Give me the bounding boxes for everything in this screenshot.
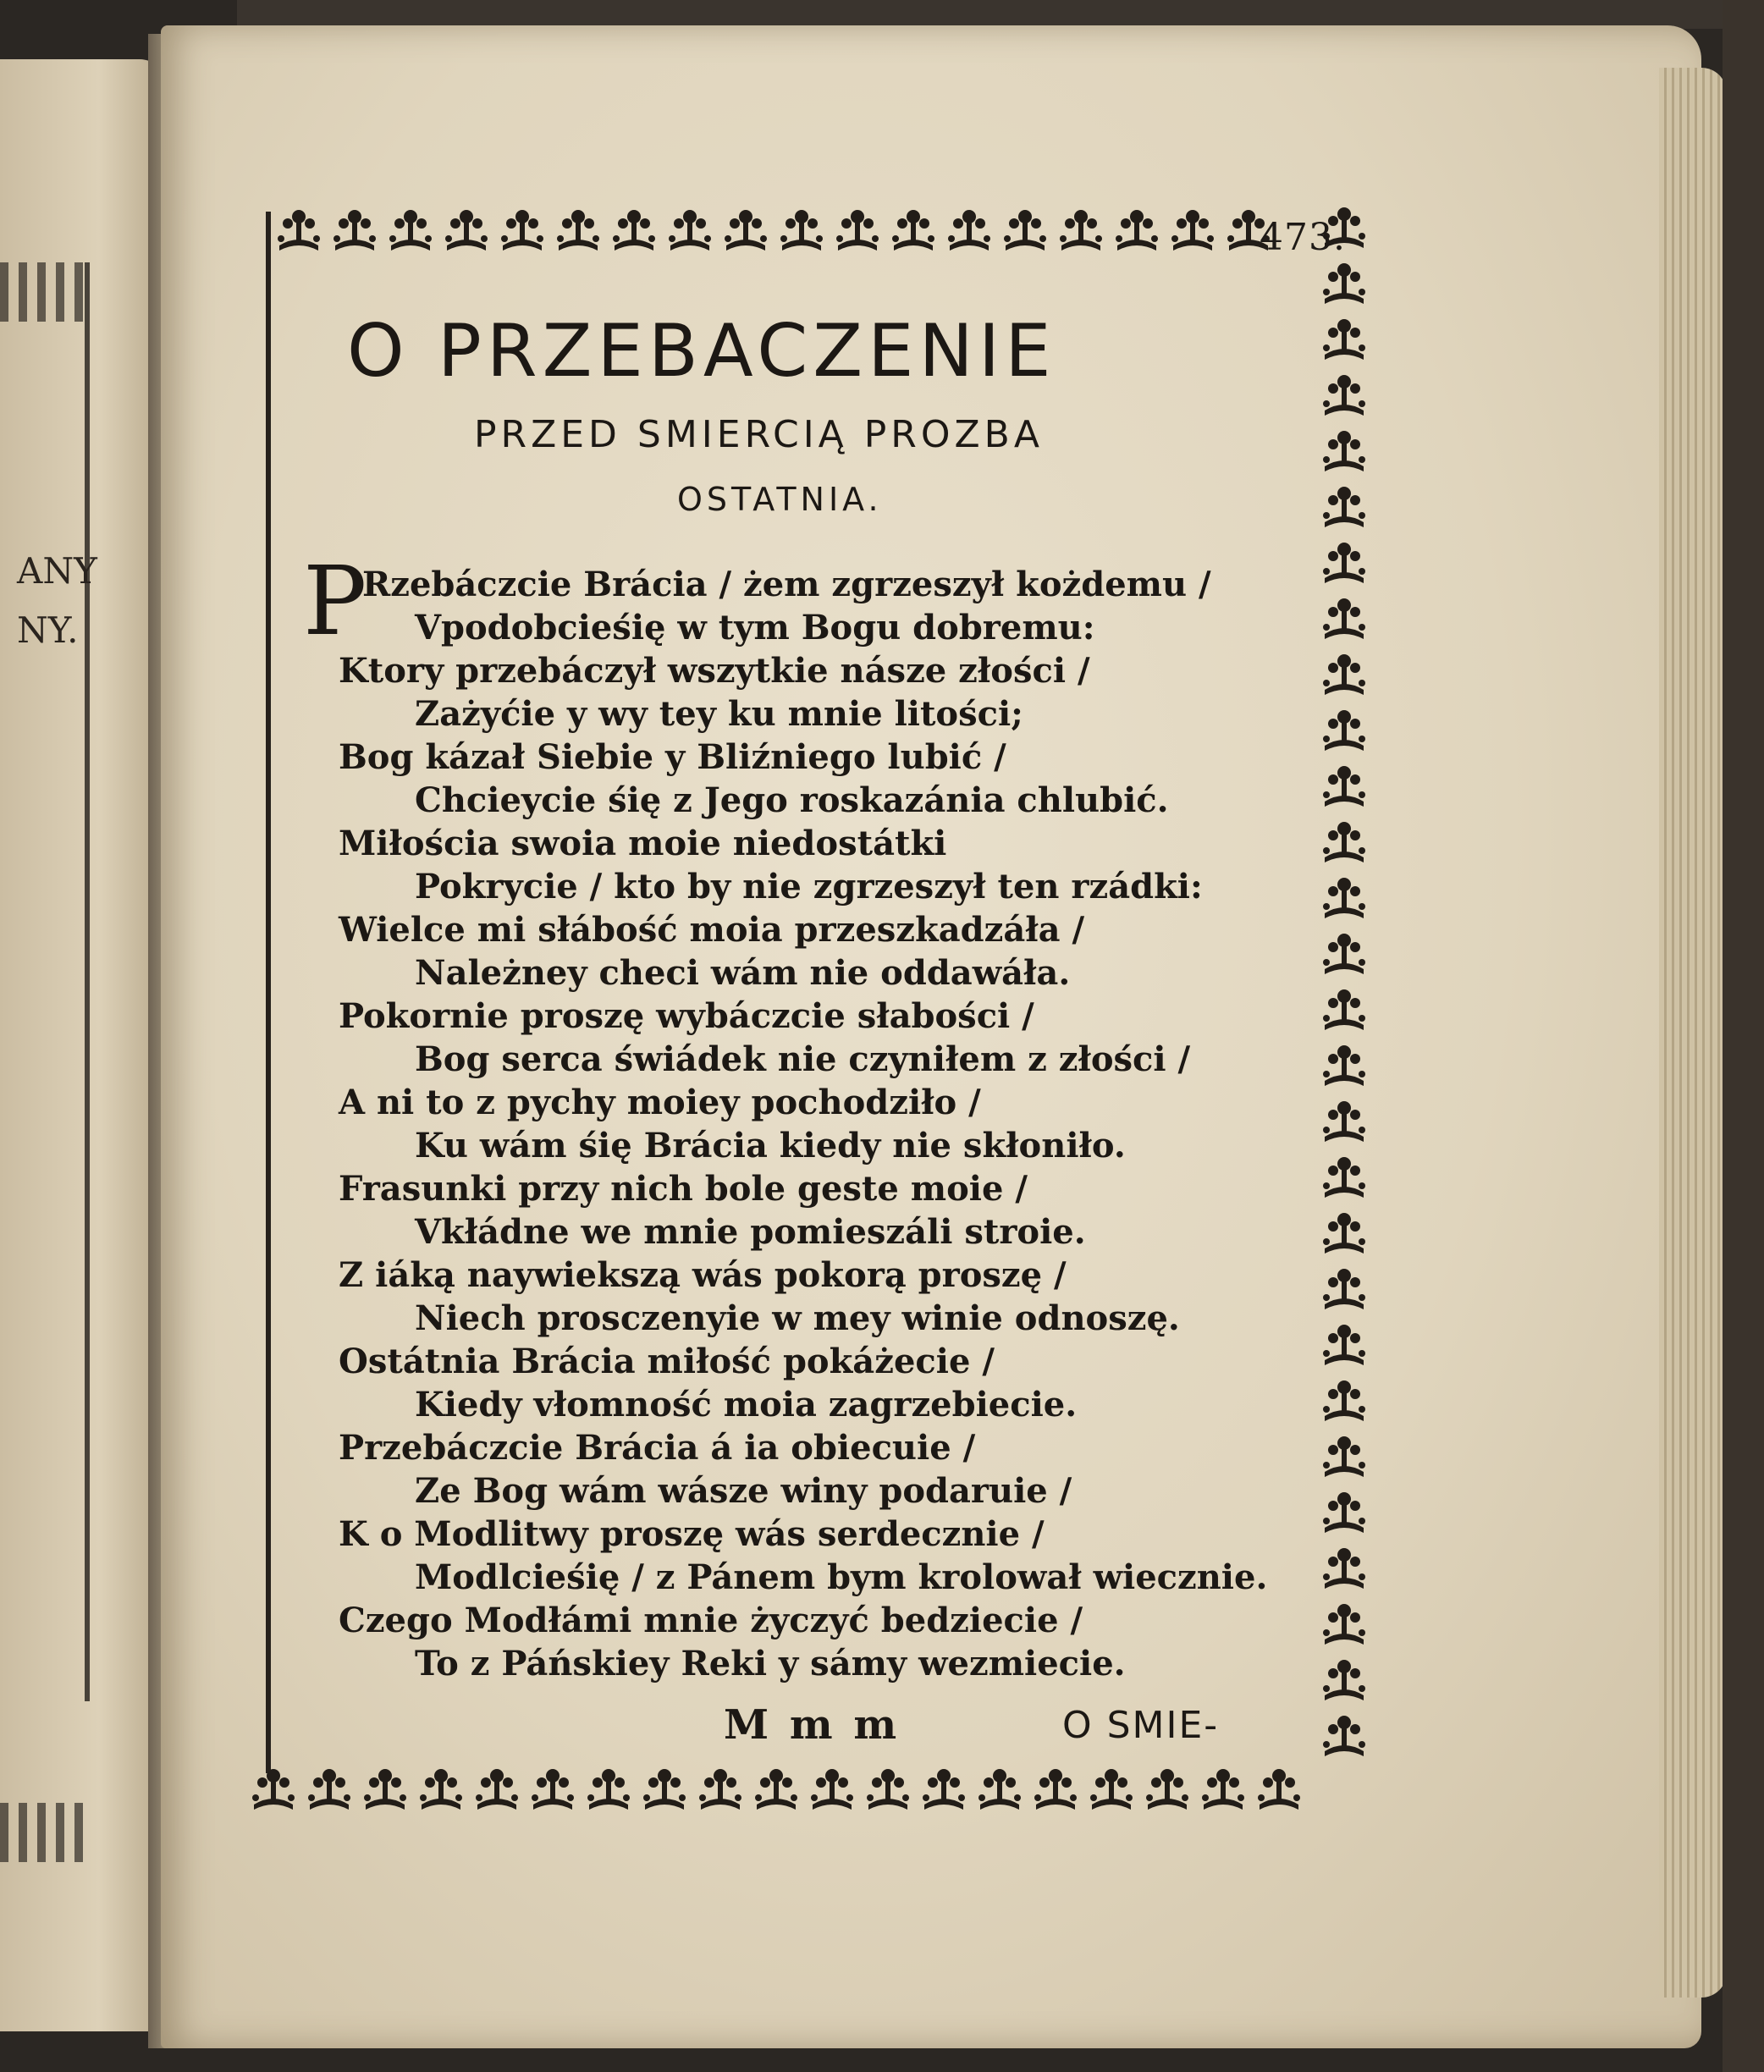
verse-line: Vpodobcieśię w tym Bogu dobremu: [415,608,1095,648]
fleuron-icon [1316,311,1372,366]
fleuron-icon [413,1761,469,1816]
fleuron-icon [1316,702,1372,758]
fleuron-icon [997,201,1053,257]
verse-line: Rzebáczcie Brácia / żem zgrzeszył kożdemu / [362,565,1211,604]
verse-line: Wielce mi słábość moia przeszkadzáła / [339,910,1085,950]
left-page-fragment [17,542,97,660]
fleuron-icon [1316,1428,1372,1484]
verse-line: Vkłádne we mnie pomieszáli stroie. [415,1212,1086,1252]
fleuron-icon [1316,646,1372,702]
fleuron-icon [1316,1372,1372,1428]
fleuron-icon [1316,1037,1372,1093]
fleuron-icon [550,201,606,257]
left-ornament-bottom [0,1803,93,1862]
verse-line: Frasunki przy nich bole geste moie / [339,1169,1028,1209]
page-title: O PRZEBACZENIE [347,309,1056,394]
verse-line: Chcieycie śię z Jego roskazánia chlubić. [415,780,1169,820]
fleuron-icon [1109,201,1165,257]
fleuron-icon [692,1761,748,1816]
fleuron-icon [804,1761,860,1816]
fleuron-icon [1316,1149,1372,1204]
drop-cap: P [303,547,367,657]
page-subtitle: PRZED SMIERCIĄ PROZBA [474,413,1044,456]
fleuron-icon [1316,1316,1372,1372]
signature-mark: M m m [724,1701,901,1749]
fleuron-icon [1195,1761,1251,1816]
fleuron-icon [1316,478,1372,534]
catchword: O SMIE- [1062,1704,1220,1747]
fleuron-icon [581,1761,637,1816]
fleuron-icon [1251,1761,1307,1816]
verse-line: Pokrycie / kto by nie zgrzeszył ten rzádki: [415,867,1203,906]
poem-body [339,563,1278,1685]
fleuron-icon [718,201,774,257]
fleuron-icon [1139,1761,1195,1816]
verse-line: To z Páńskiey Reki y sámy wezmiecie. [415,1644,1126,1684]
left-page [0,59,165,2031]
fleuron-icon [1316,1093,1372,1149]
verse-line: Należney checi wám nie oddawáła. [415,953,1071,993]
fleuron-icon [830,201,885,257]
fleuron-icon [1316,1204,1372,1260]
fleuron-icon [1316,1595,1372,1651]
fleuron-icon [1316,869,1372,925]
fleuron-icon [1028,1761,1083,1816]
fleuron-icon [637,1761,692,1816]
binding-top [237,0,1764,29]
fleuron-icon [748,1761,804,1816]
fleuron-icon [438,201,494,257]
fleuron-icon [1316,925,1372,981]
fleuron-icon [774,201,830,257]
left-fragment-line-2: NY. [17,609,79,651]
fleuron-icon [1316,1484,1372,1540]
fleuron-icon [972,1761,1028,1816]
left-frame-line [85,262,90,1701]
fleuron-icon [1316,422,1372,478]
verse-line: Bog kázał Siebie y Bliźniego lubić / [339,737,1006,777]
fleuron-icon [357,1761,413,1816]
fleuron-icon [1316,981,1372,1037]
ornament-border-right [1316,199,1372,1763]
fleuron-icon [327,201,383,257]
fleuron-icon [941,201,997,257]
verse-line: Miłościa swoia moie niedostátki [339,824,947,863]
fleuron-icon [1316,1651,1372,1707]
page-number: 473. [1260,216,1346,259]
fleuron-icon [1316,255,1372,311]
fleuron-icon [1316,1260,1372,1316]
ornament-border-top [271,201,1276,257]
verse-line: Pokornie proszę wybáczcie słabości / [339,996,1034,1036]
fleuron-icon [1316,1707,1372,1763]
fleuron-icon [271,201,327,257]
fleuron-icon [1083,1761,1139,1816]
fleuron-icon [860,1761,916,1816]
verse-line: Z iáką naywiekszą wás pokorą proszę / [339,1255,1067,1295]
fleuron-icon [1165,201,1221,257]
verse-line: Kiedy vłomność moia zagrzebiecie. [415,1385,1078,1424]
verse-line: K o Modlitwy proszę wás serdecznie / [339,1514,1045,1554]
fleuron-icon [1316,1540,1372,1595]
fleuron-icon [606,201,662,257]
verse-line: Modlcieśię / z Pánem bym krolował wiecznie. [415,1557,1268,1597]
verse-line: Niech prosczenyie w mey winie odnoszę. [415,1298,1180,1338]
verse-line: A ni to z pychy moiey pochodziło / [339,1083,981,1122]
fleuron-icon [469,1761,525,1816]
fleuron-icon [885,201,941,257]
ornament-border-bottom [245,1761,1307,1816]
verse-line: Ze Bog wám wásze winy podaruie / [415,1471,1072,1511]
fleuron-icon [245,1761,301,1816]
fleuron-icon [1316,813,1372,869]
fleuron-icon [494,201,550,257]
fleuron-icon [916,1761,972,1816]
verse-line: Ku wám śię Brácia kiedy nie skłoniło. [415,1126,1126,1166]
fleuron-icon [1316,366,1372,422]
fleuron-icon [525,1761,581,1816]
verse-line: Ostátnia Brácia miłość pokáżecie / [339,1342,995,1381]
left-ornament-top [0,262,93,322]
fleuron-icon [1316,534,1372,590]
verse-line: Bog serca świádek nie czyniłem z złości / [415,1039,1191,1079]
page-subtitle-2: OSTATNIA. [677,481,883,518]
verse-line: Zażyćie y wy tey ku mnie litości; [415,694,1023,734]
verse-line: Ktory przebáczył wszytkie násze złości / [339,651,1090,691]
fleuron-icon [301,1761,357,1816]
fleuron-icon [1316,758,1372,813]
verse-line: Czego Modłámi mnie życzyć bedziecie / [339,1601,1083,1640]
frame-left-line [266,212,271,1773]
left-fragment-line-1: ANY [17,550,97,592]
page-edges [1659,68,1727,1998]
fleuron-icon [1053,201,1109,257]
fleuron-icon [662,201,718,257]
verse-line: Przebáczcie Brácia á ia obiecuie / [339,1428,976,1468]
fleuron-icon [1316,590,1372,646]
fleuron-icon [383,201,438,257]
binding-edge [1723,0,1764,2072]
